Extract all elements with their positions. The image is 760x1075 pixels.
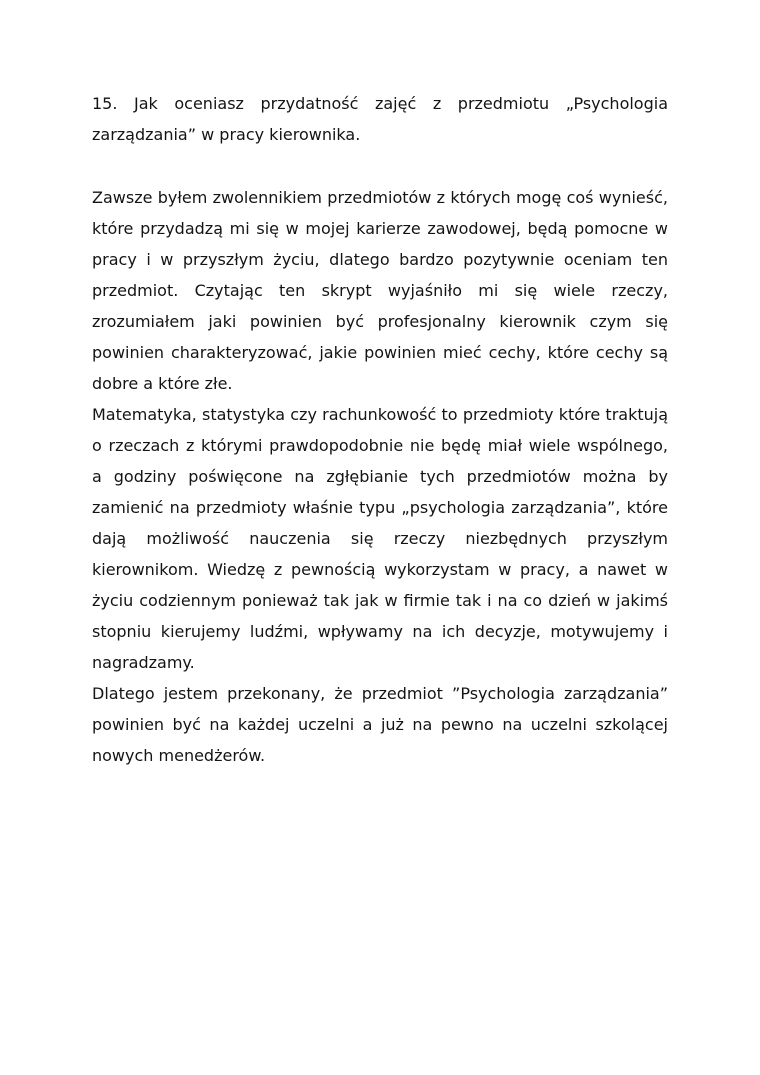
answer-paragraph-3: Dlatego jestem przekonany, że przedmiot ”Psychologia zarządzania” powinien być na każdej uczelni a już na pewno na uczelni szkolącej nowych menedżerów. [92,684,668,765]
question-heading: 15. Jak oceniasz przydatność zajęć z przedmiotu „Psychologia zarządzania” w pracy kierownika. [92,94,668,144]
answer-paragraph-1: Zawsze byłem zwolennikiem przedmiotów z których mogę coś wynieść, które przydadzą mi się w mojej karierze zawodowej, będą pomocne w pracy i w przyszłym życiu, dlatego bardzo pozytywnie oceniam ten przedmiot. Czytając ten skrypt wyjaśniło mi się wiele rzeczy, zrozumiałem jaki powinien być profesjonalny kierownik czym się powinien charakteryzować, jakie powinien mieć cechy, które cechy są dobre a które złe. [92,188,668,393]
answer-paragraph-2: Matematyka, statystyka czy rachunkowość to przedmioty które traktują o rzeczach z którymi prawdopodobnie nie będę miał wiele wspólnego, a godziny poświęcone na zgłębianie tych przedmiotów można by zamienić na przedmioty właśnie typu „psychologia zarządzania”, które dają możliwość nauczenia się rzeczy niezbędnych przyszłym kierownikom. Wiedzę z pewnością wykorzystam w pracy, a nawet w życiu codziennym ponieważ tak jak w firmie tak i na co dzień w jakimś stopniu kierujemy ludźmi, wpływamy na ich decyzje, motywujemy i nagradzamy. [92,405,668,672]
